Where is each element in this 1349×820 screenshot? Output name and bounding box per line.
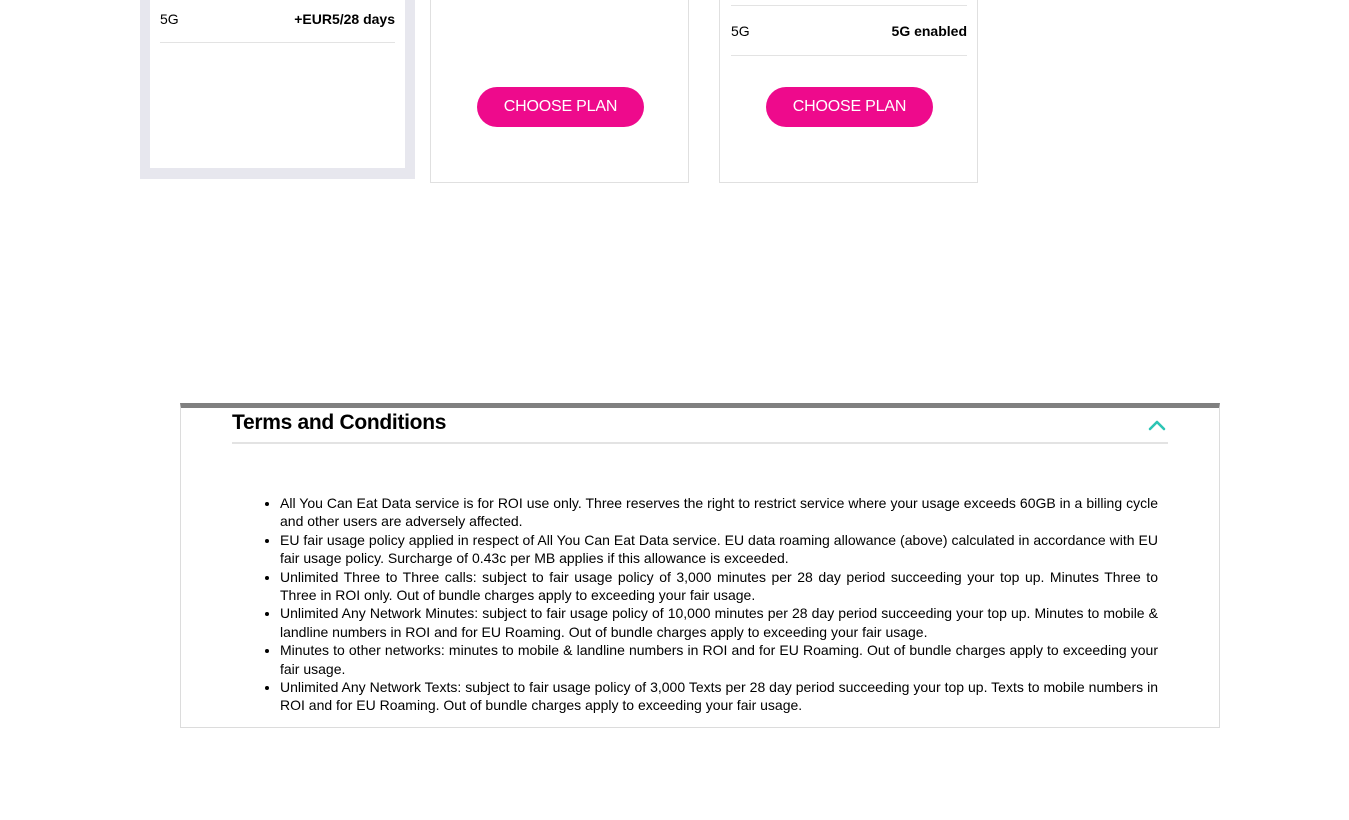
terms-item: • Unlimited Any Network Minutes: subject to fair usage policy of 10,000 minutes per 28 day period succeeding your top up. Minutes to mobile & landline numbers in ROI and for EU Roaming. Out of bundle charges apply to exceeding your fair usage. xyxy=(280,604,1158,641)
choose-plan-button[interactable]: CHOOSE PLAN xyxy=(477,87,644,127)
plan-feature-row-5g xyxy=(731,6,967,56)
terms-accordion-header[interactable] xyxy=(232,408,1168,444)
feature-label: 5G xyxy=(160,11,179,27)
plan-card-1-frame xyxy=(140,0,415,179)
feature-label: 5G xyxy=(731,22,750,39)
terms-title: Terms and Conditions xyxy=(232,411,447,434)
terms-item: • All You Can Eat Data service is for ROI use only. Three reserves the right to restrict service where your usage exceeds 60GB in a billing cycle and other users are adversely affected. xyxy=(280,494,1158,531)
feature-value: +EUR5/28 days xyxy=(294,11,395,27)
plan-feature-row-5g xyxy=(160,0,395,43)
feature-value: 5G enabled xyxy=(891,22,967,39)
plan-card-2 xyxy=(430,0,689,183)
chevron-up-icon[interactable] xyxy=(1148,419,1166,431)
terms-item: • Minutes to other networks: minutes to mobile & landline numbers in ROI and for EU Roaming. Out of bundle charges apply to exceeding your fair usage. xyxy=(280,641,1158,678)
terms-list xyxy=(263,494,1158,715)
terms-item: • Unlimited Any Network Texts: subject to fair usage policy of 3,000 Texts per 28 day period succeeding your top up. Texts to mobile numbers in ROI and for EU Roaming. Out of bundle charges apply to exceeding your fair usage. xyxy=(280,678,1158,715)
plan-card-3 xyxy=(719,0,978,183)
terms-item: • EU fair usage policy applied in respect of All You Can Eat Data service. EU data roaming allowance (above) calculated in accordance with EU fair usage policy. Surcharge of 0.43c per MB applies if this allowance is exceeded. xyxy=(280,531,1158,568)
terms-and-conditions-panel xyxy=(180,403,1220,728)
choose-plan-button[interactable]: CHOOSE PLAN xyxy=(766,87,933,127)
plan-card-1 xyxy=(150,0,405,168)
terms-item: • Unlimited Three to Three calls: subject to fair usage policy of 3,000 minutes per 28 day period succeeding your top up. Minutes Three to Three in ROI only. Out of bundle charges apply to exceeding your fair usage. xyxy=(280,568,1158,605)
